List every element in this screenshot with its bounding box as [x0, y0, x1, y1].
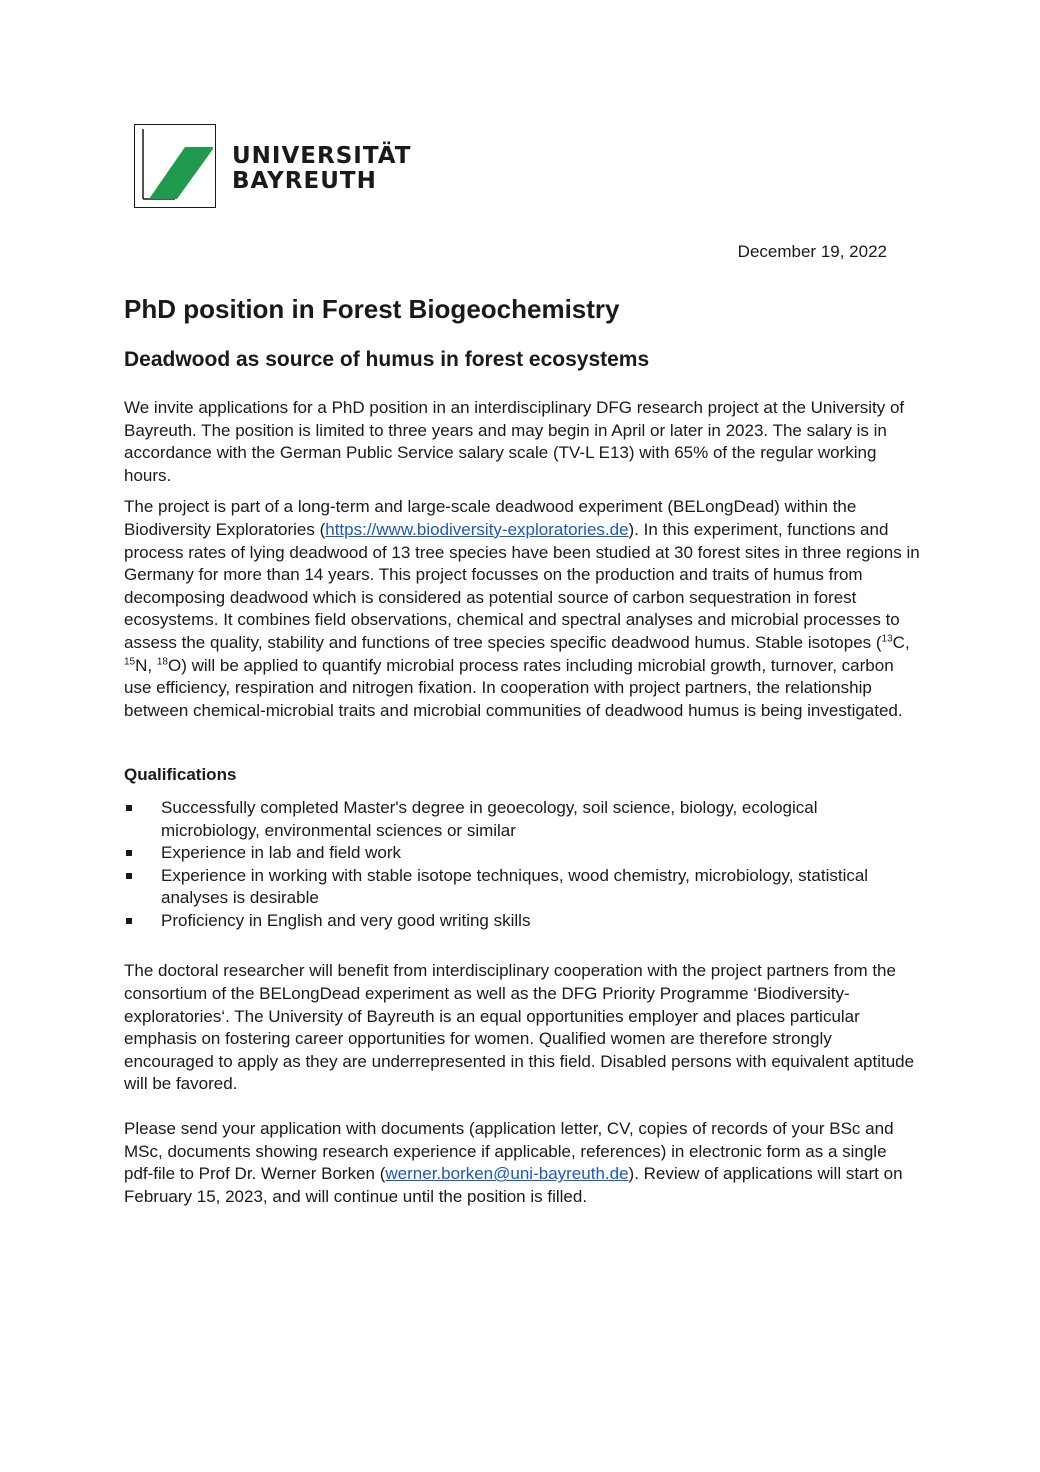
qualifications-list — [124, 797, 920, 933]
list-item — [124, 797, 920, 842]
university-logo — [134, 124, 424, 210]
qualifications-heading: Qualifications — [124, 765, 237, 785]
bullet-icon — [126, 805, 132, 811]
logo-wordmark — [232, 144, 411, 194]
list-item — [124, 842, 920, 865]
project-text-b: ). In this experiment, functions and process rates of lying deadwood of 13 tree species have been studied at 30 forest sites in three regions in Germany for more than 14 years. This project focusses on the production and traits of humus from decomposing deadwood which is considered as potential source of carbon sequestration in forest ecosystems. It combines field observations, chemical and spectral analyses and microbial processes to assess the quality, stability and functions of tree species specific deadwood humus. Stable isotopes ( — [124, 519, 920, 652]
application-text-b: ). Review of applications will start on February 15, 2023, and will continue until the position is filled. — [124, 1164, 903, 1206]
list-item — [124, 910, 920, 933]
page-title: PhD position in Forest Biogeochemistry — [124, 294, 620, 324]
logo-emblem — [134, 124, 216, 208]
logo-mark-icon — [135, 125, 215, 207]
email-link[interactable]: werner.borken@uni-bayreuth.de — [385, 1164, 629, 1184]
list-item-text: Proficiency in English and very good writing skills — [161, 910, 531, 930]
document-date: December 19, 2022 — [737, 242, 887, 261]
bullet-icon — [126, 873, 132, 879]
list-item — [124, 865, 920, 910]
intro-paragraph: We invite applications for a PhD position in an interdisciplinary DFG research project at the University of Bayreuth. The position is limited to three years and may begin in April or later in 2023. The salary is in accordance with the German Public Service salary scale (TV-L E13) with 65% of the regular working hours. — [124, 398, 905, 485]
list-item-text: Experience in working with stable isotope techniques, wood chemistry, microbiology, statistical analyses is desirable — [161, 865, 869, 908]
isotope-o-mass: 18 — [156, 655, 168, 667]
logo-line-1: UNIVERSITÄT — [232, 143, 412, 169]
document-body — [124, 397, 920, 1208]
page-subtitle: Deadwood as source of humus in forest ecosystems — [124, 348, 650, 371]
isotope-c: C, — [892, 632, 910, 652]
application-text-a: Please send your application with documents (application letter, CV, copies of records of your BSc and MSc, documents showing research experience if applicable, references) in electronic form as a single pdf-file to Prof Dr. Werner Borken ( — [124, 1119, 894, 1184]
bullet-icon — [126, 850, 132, 856]
exploratories-link[interactable]: https://www.biodiversity-exploratories.de — [325, 519, 629, 539]
project-text-a: The project is part of a long-term and large-scale deadwood experiment (BELongDead) within the Biodiversity Exploratories ( — [124, 497, 857, 539]
isotope-n: N, — [135, 655, 157, 675]
isotope-c-mass: 13 — [881, 633, 893, 645]
isotope-n-mass: 15 — [124, 655, 136, 667]
bullet-icon — [126, 918, 132, 924]
benefits-paragraph: The doctoral researcher will benefit from interdisciplinary cooperation with the project partners from the consortium of the BELongDead experiment as well as the DFG Priority Programme ‘Biodiversity-exploratories‘. The University of Bayreuth is an equal opportunities employer and places particular emphasis on fostering career opportunities for women. Qualified women are therefore strongly encouraged to apply as they are underrepresented in this field. Disabled persons with equivalent aptitude will be favored. — [124, 961, 915, 1094]
project-text-c: O) will be applied to quantify microbial process rates including microbial growth, turnover, carbon use efficiency, respiration and nitrogen fixation. In cooperation with project partners, the relationship between chemical-microbial traits and microbial communities of deadwood humus is being investigated. — [124, 655, 903, 720]
list-item-text: Experience in lab and field work — [161, 843, 402, 863]
list-item-text: Successfully completed Master's degree in geoecology, soil science, biology, ecological microbiology, environmental sciences or similar — [161, 797, 818, 840]
application-paragraph — [124, 1118, 920, 1208]
logo-line-2: BAYREUTH — [232, 168, 377, 194]
project-paragraph — [124, 496, 920, 722]
